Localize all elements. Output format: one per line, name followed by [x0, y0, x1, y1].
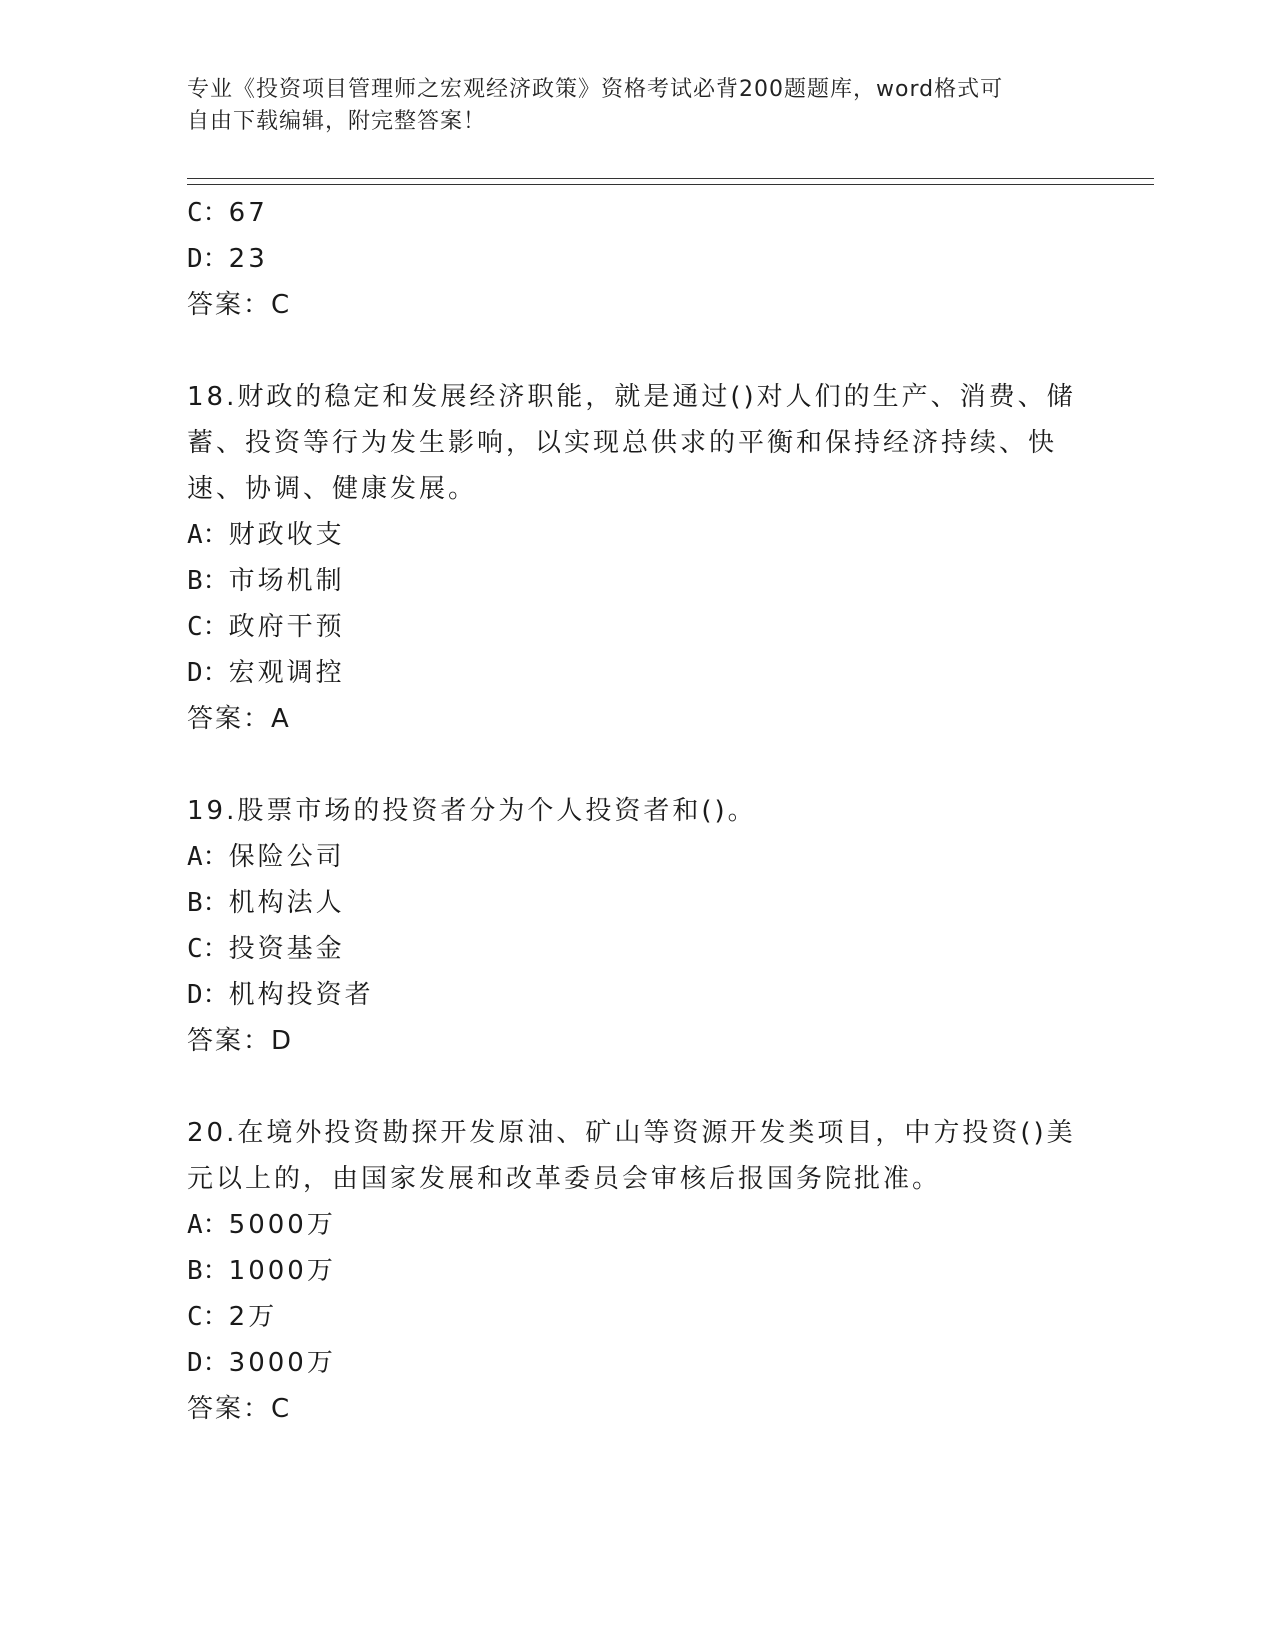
document-header	[187, 74, 1067, 138]
option-text: 财政收支	[228, 520, 345, 550]
spacer	[187, 328, 1087, 374]
question-stem-line: 元以上的，由国家发展和改革委员会审核后报国务院批准。	[187, 1164, 942, 1194]
header-line-2: 自由下载编辑，附完整答案！	[187, 109, 487, 134]
header-rule-bottom	[187, 184, 1154, 185]
option-key: A：	[187, 520, 229, 550]
option-text: 23	[228, 244, 268, 274]
option-text: 机构法人	[228, 888, 345, 918]
question-18	[187, 374, 1087, 742]
spacer	[187, 1064, 1087, 1110]
option-d	[187, 1340, 1087, 1386]
option-text: 2万	[228, 1302, 278, 1332]
option-key: B：	[187, 888, 229, 918]
question-stem-line: 18.财政的稳定和发展经济职能，就是通过()对人们的生产、消费、储	[187, 382, 1076, 412]
answer-line: 答案：C	[187, 290, 292, 320]
option-key: B：	[187, 566, 229, 596]
option-c	[187, 1294, 1087, 1340]
option-d	[187, 972, 1087, 1018]
option-b	[187, 880, 1087, 926]
option-text: 投资基金	[228, 934, 345, 964]
option-text: 宏观调控	[228, 658, 345, 688]
option-c	[187, 926, 1087, 972]
option-text: 市场机制	[228, 566, 345, 596]
option-key: D：	[187, 658, 229, 688]
header-line-1: 专业《投资项目管理师之宏观经济政策》资格考试必背200题题库，word格式可	[187, 77, 1004, 102]
spacer	[187, 742, 1087, 788]
option-d	[187, 650, 1087, 696]
option-a	[187, 1202, 1087, 1248]
option-key: C：	[187, 198, 229, 228]
question-stem-line: 19.股票市场的投资者分为个人投资者和()。	[187, 796, 757, 826]
option-text: 67	[228, 198, 268, 228]
option-key: C：	[187, 1302, 229, 1332]
option-text: 保险公司	[228, 842, 345, 872]
option-key: A：	[187, 842, 229, 872]
option-d	[187, 236, 1087, 282]
option-key: B：	[187, 1256, 229, 1286]
answer-line: 答案：A	[187, 704, 291, 734]
prev-question-tail	[187, 190, 1087, 328]
question-stem-line: 速、协调、健康发展。	[187, 474, 478, 504]
option-key: D：	[187, 980, 229, 1010]
option-c	[187, 190, 1087, 236]
option-key: A：	[187, 1210, 229, 1240]
option-text: 机构投资者	[228, 980, 374, 1010]
answer-line: 答案：D	[187, 1026, 294, 1056]
question-stem-line: 蓄、投资等行为发生影响，以实现总供求的平衡和保持经济持续、快	[187, 428, 1058, 458]
question-stem-line: 20.在境外投资勘探开发原油、矿山等资源开发类项目，中方投资()美	[187, 1118, 1076, 1148]
option-text: 3000万	[228, 1348, 336, 1378]
question-20	[187, 1110, 1087, 1432]
option-b	[187, 558, 1087, 604]
option-key: D：	[187, 1348, 229, 1378]
option-text: 政府干预	[228, 612, 345, 642]
answer-line: 答案：C	[187, 1394, 292, 1424]
option-c	[187, 604, 1087, 650]
option-text: 5000万	[228, 1210, 336, 1240]
option-a	[187, 834, 1087, 880]
option-key: C：	[187, 612, 229, 642]
option-key: D：	[187, 244, 229, 274]
question-content	[187, 190, 1087, 1432]
question-19	[187, 788, 1087, 1064]
option-text: 1000万	[228, 1256, 336, 1286]
option-key: C：	[187, 934, 229, 964]
option-b	[187, 1248, 1087, 1294]
option-a	[187, 512, 1087, 558]
header-rule-top	[187, 178, 1154, 179]
